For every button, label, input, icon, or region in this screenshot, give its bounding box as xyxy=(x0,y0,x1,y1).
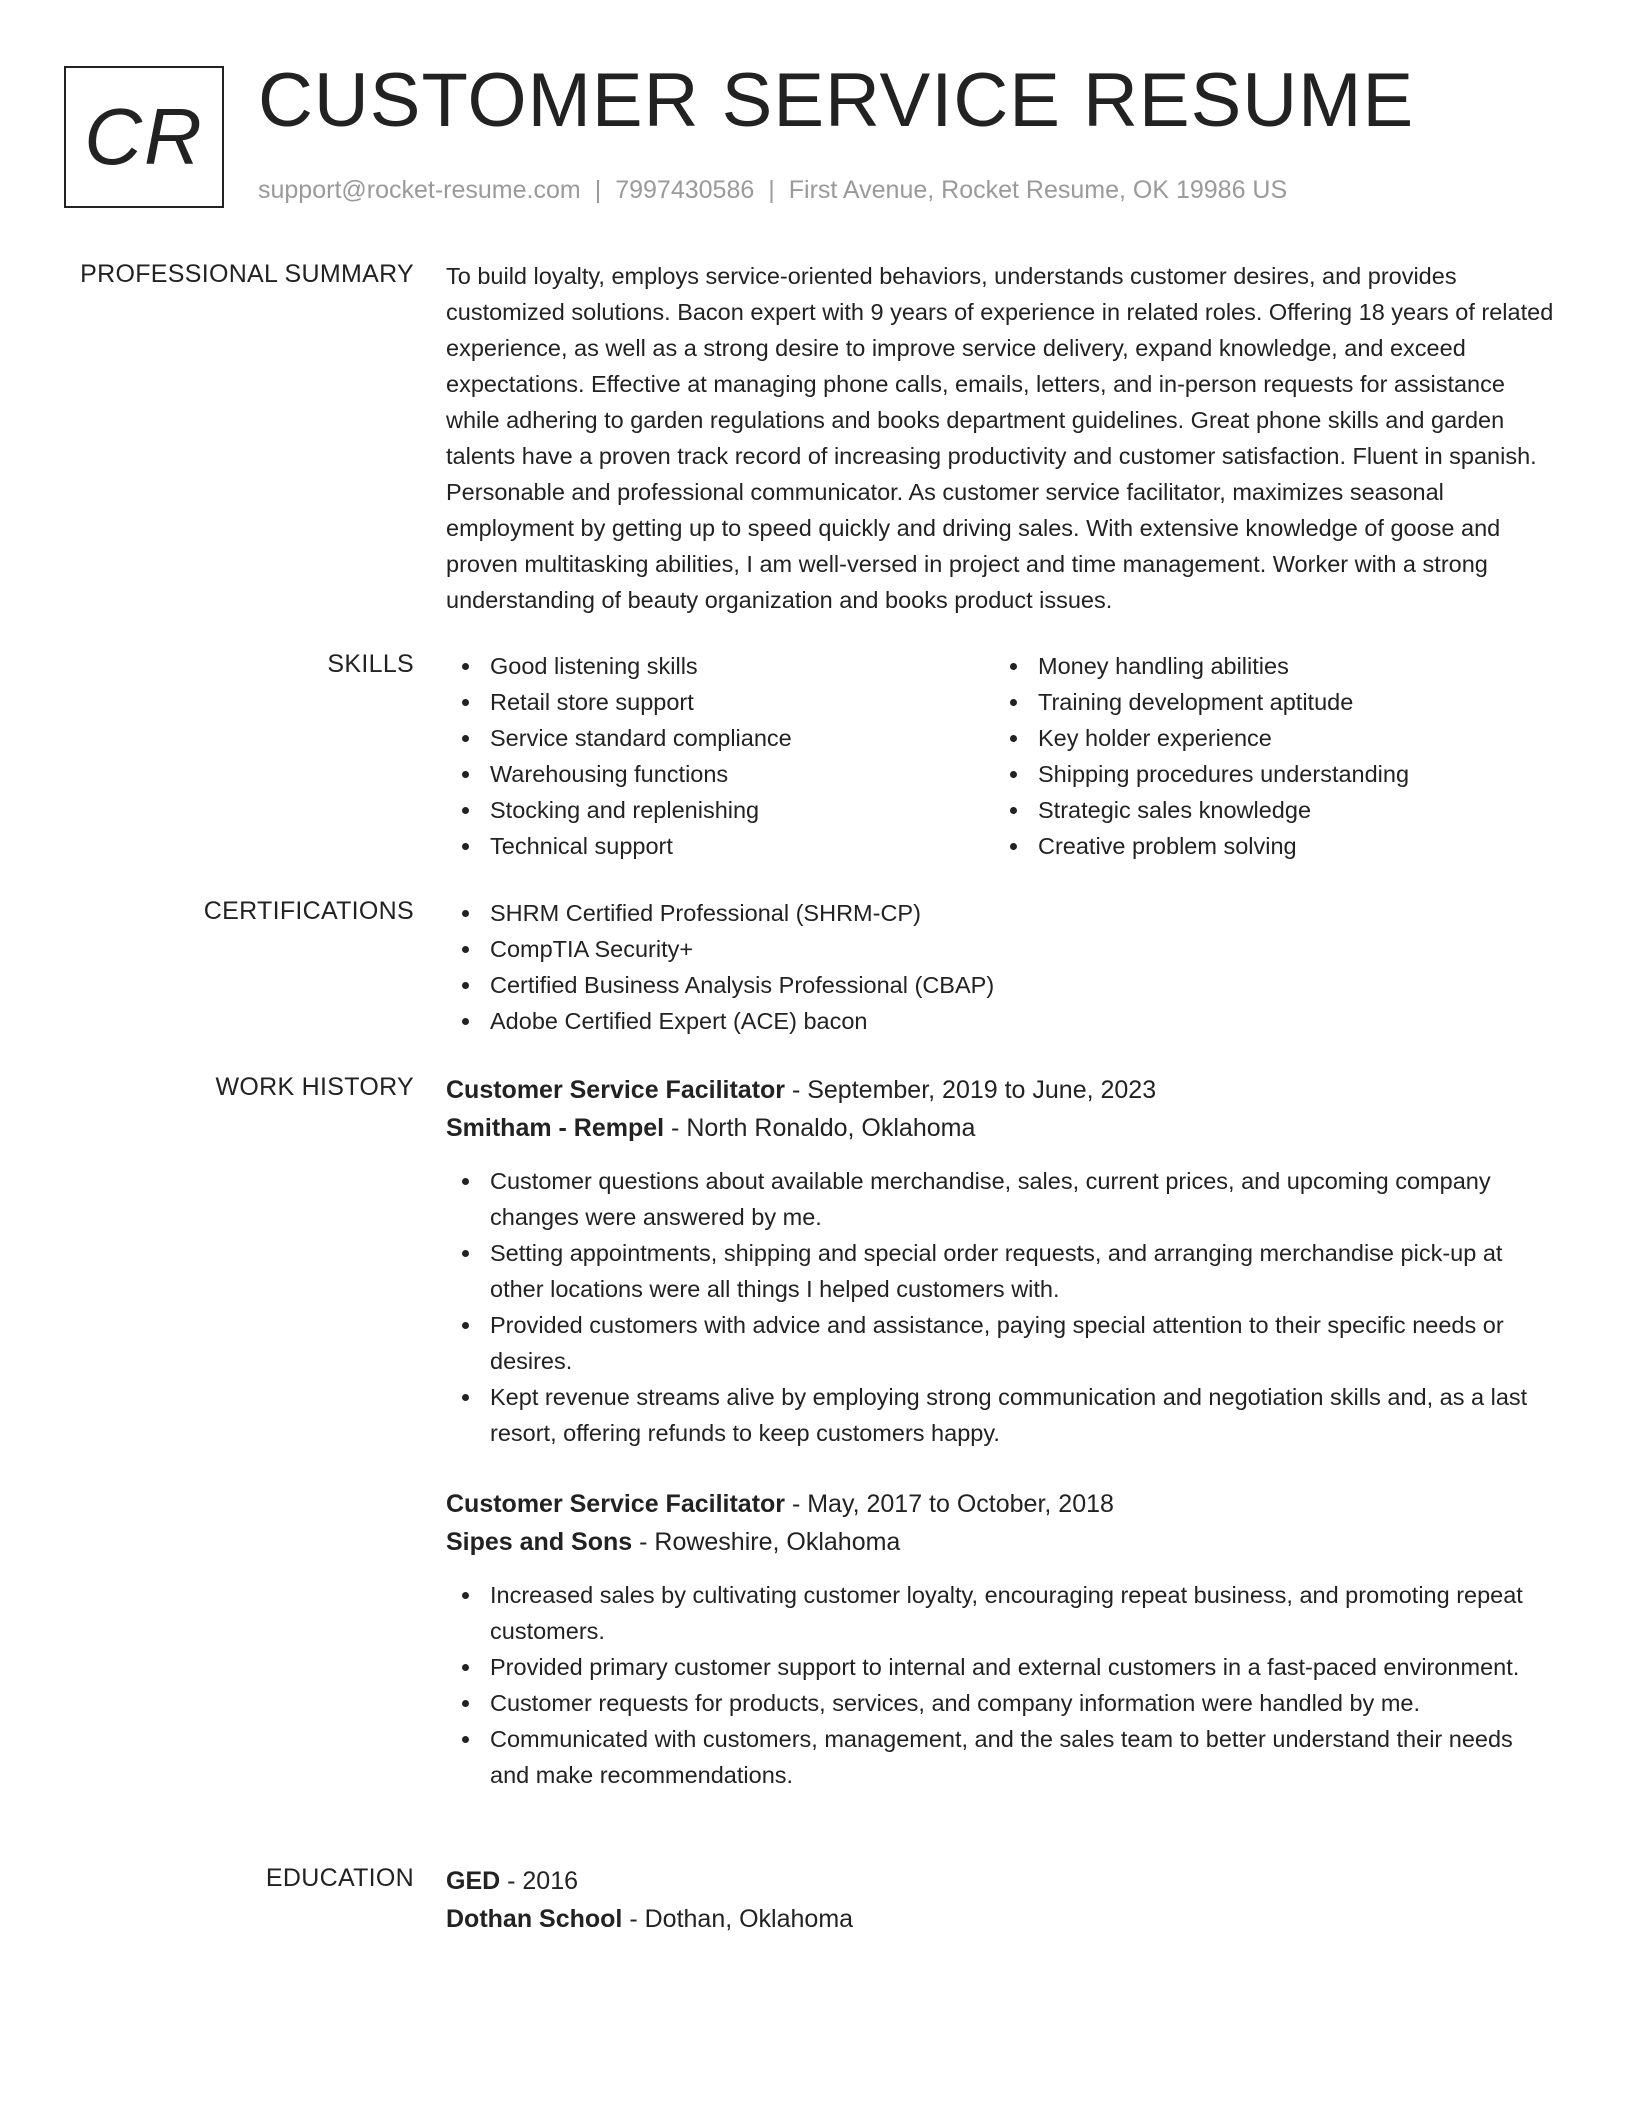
job-location: - North Ronaldo, Oklahoma xyxy=(664,1114,976,1142)
skill-item: Strategic sales knowledge xyxy=(994,792,1542,828)
certification-item: CompTIA Security+ xyxy=(446,931,1558,967)
duty-item: Provided primary customer support to internal and external customers in a fast-paced environment. xyxy=(446,1649,1558,1685)
summary-heading: PROFESSIONAL SUMMARY xyxy=(80,260,414,288)
work-history-body xyxy=(446,1071,1558,1793)
contact-line xyxy=(258,174,1287,206)
skills-heading: SKILLS xyxy=(327,650,414,678)
education-body xyxy=(446,1862,1558,1938)
monogram: CR xyxy=(64,66,224,208)
job-duties xyxy=(446,1163,1558,1451)
certifications-list xyxy=(446,895,1558,1039)
skill-item: Service standard compliance xyxy=(446,720,994,756)
job-company: Smitham - Rempel xyxy=(446,1114,665,1142)
certifications-heading: CERTIFICATIONS xyxy=(203,897,414,925)
job-company: Sipes and Sons xyxy=(446,1528,633,1556)
work-history-heading: WORK HISTORY xyxy=(215,1073,414,1101)
skill-item: Key holder experience xyxy=(994,720,1542,756)
contact-separator: | xyxy=(594,176,602,204)
duty-item: Increased sales by cultivating customer loyalty, encouraging repeat business, and promoting repeat customers. xyxy=(446,1577,1558,1649)
skill-item: Warehousing functions xyxy=(446,756,994,792)
duty-item: Setting appointments, shipping and special order requests, and arranging merchandise pick-up at other locations were all things I helped customers with. xyxy=(446,1235,1558,1307)
contact-phone: 7997430586 xyxy=(615,176,755,204)
school-location: - Dothan, Oklahoma xyxy=(622,1905,854,1933)
skill-item: Shipping procedures understanding xyxy=(994,756,1542,792)
duty-item: Provided customers with advice and assistance, paying special attention to their specific needs or desires. xyxy=(446,1307,1558,1379)
skill-item: Technical support xyxy=(446,828,994,864)
resume-title: CUSTOMER SERVICE RESUME xyxy=(258,58,1415,143)
skills-list-left xyxy=(446,648,994,864)
skill-item: Creative problem solving xyxy=(994,828,1542,864)
school: Dothan School xyxy=(446,1905,623,1933)
job-company-line xyxy=(446,1523,1558,1561)
skill-item: Retail store support xyxy=(446,684,994,720)
duty-item: Communicated with customers, management, and the sales team to better understand their needs and make recommendations. xyxy=(446,1721,1558,1793)
job-title: Customer Service Facilitator xyxy=(446,1490,786,1518)
degree: GED xyxy=(446,1867,501,1895)
school-line xyxy=(446,1900,1558,1938)
certification-item: SHRM Certified Professional (SHRM-CP) xyxy=(446,895,1558,931)
degree-year: - 2016 xyxy=(500,1867,579,1895)
contact-email: support@rocket-resume.com xyxy=(258,176,581,204)
certification-item: Certified Business Analysis Professional (CBAP) xyxy=(446,967,1558,1003)
skills-list-right xyxy=(994,648,1542,864)
education-heading: EDUCATION xyxy=(265,1864,414,1892)
skills-body xyxy=(446,648,1558,864)
skill-item: Good listening skills xyxy=(446,648,994,684)
certification-item: Adobe Certified Expert (ACE) bacon xyxy=(446,1003,1558,1039)
job-company-line xyxy=(446,1109,1558,1147)
summary-body xyxy=(446,258,1558,618)
certifications-body xyxy=(446,895,1558,1039)
contact-separator: | xyxy=(768,176,775,204)
skill-item: Training development aptitude xyxy=(994,684,1542,720)
duty-item: Customer questions about available merchandise, sales, current prices, and upcoming company changes were answered by me. xyxy=(446,1163,1558,1235)
contact-address: First Avenue, Rocket Resume, OK 19986 US xyxy=(788,176,1288,204)
job-dates: - September, 2019 to June, 2023 xyxy=(785,1076,1157,1104)
job-title-line xyxy=(446,1071,1558,1109)
job-location: - Roweshire, Oklahoma xyxy=(632,1528,901,1556)
job-title: Customer Service Facilitator xyxy=(446,1076,786,1104)
skill-item: Money handling abilities xyxy=(994,648,1542,684)
summary-text: To build loyalty, employs service-oriented behaviors, understands customer desires, and provides customized solutions. Bacon expert with 9 years of experience in related roles. Offering 18 years of related experience, as well as a strong desire to improve service delivery, expand knowledge, and exceed expectations. Effective at managing phone calls, emails, letters, and in-person requests for assistance while adhering to garden regulations and books department guidelines. Great phone skills and garden talents have a proven track record of increasing productivity and customer satisfaction. Fluent in spanish. Personable and professional communicator. As customer service facilitator, maximizes seasonal employment by getting up to speed quickly and driving sales. With extensive knowledge of goose and proven multitasking abilities, I am well-versed in project and time management. Worker with a strong understanding of beauty organization and books product issues. xyxy=(446,263,1554,613)
degree-line xyxy=(446,1862,1558,1900)
duty-item: Kept revenue streams alive by employing strong communication and negotiation skills and, as a last resort, offering refunds to keep customers happy. xyxy=(446,1379,1558,1451)
job-entry xyxy=(446,1485,1558,1793)
job-title-line xyxy=(446,1485,1558,1523)
skill-item: Stocking and replenishing xyxy=(446,792,994,828)
job-duties xyxy=(446,1577,1558,1793)
job-dates: - May, 2017 to October, 2018 xyxy=(785,1490,1114,1518)
job-entry xyxy=(446,1071,1558,1451)
duty-item: Customer requests for products, services, and company information were handled by me. xyxy=(446,1685,1558,1721)
